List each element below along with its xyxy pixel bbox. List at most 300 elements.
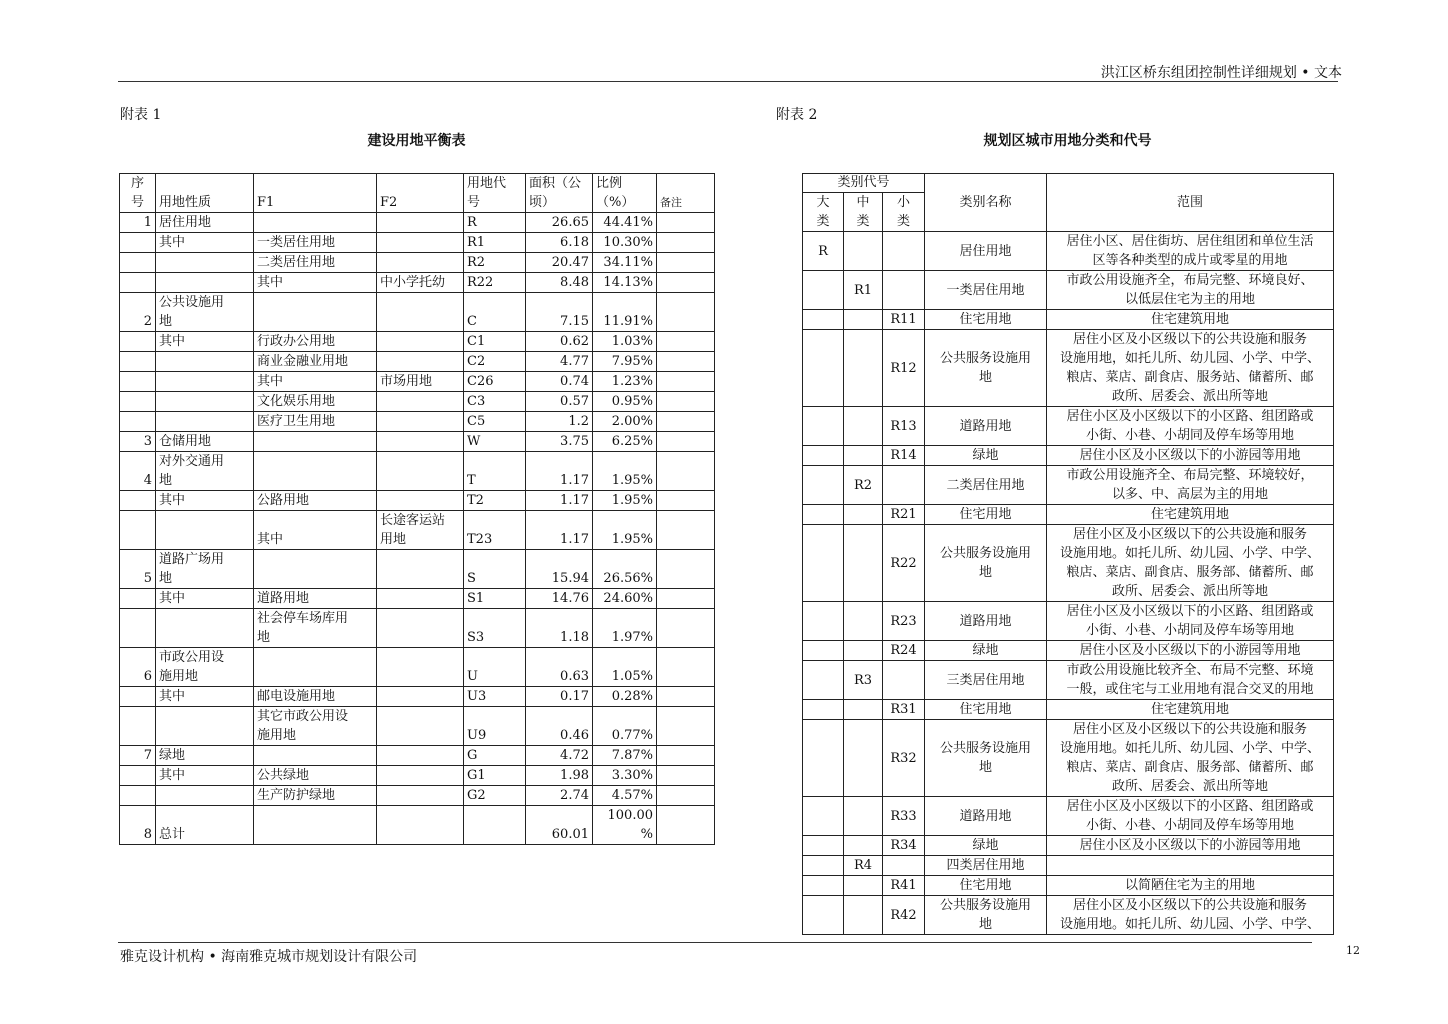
cell-f2: [377, 432, 464, 452]
cell-seq: [120, 412, 156, 432]
cell-scope: 市政公用设施齐全，布局完整、环境良好、 以低层住宅为主的用地: [1047, 271, 1334, 310]
cell-type: 其中: [156, 687, 254, 707]
table-row: [120, 372, 715, 392]
cell-type: 仓储用地: [156, 432, 254, 452]
cell-name: 住宅用地: [925, 310, 1047, 330]
cell-note: [657, 707, 715, 746]
cell-seq: [120, 786, 156, 806]
cell-code: [464, 806, 526, 845]
cell-f1: [254, 746, 377, 766]
cell-seq: [120, 233, 156, 253]
cell-name: 住宅用地: [925, 505, 1047, 525]
cell-f1: [254, 550, 377, 589]
cell-scope: 居住小区及小区级以下的小游园等用地: [1047, 836, 1334, 856]
cell-code: T: [464, 452, 526, 491]
cell-f2: [377, 707, 464, 746]
cell-name: 公共服务设施用 地: [925, 330, 1047, 407]
cell-code: R2: [464, 253, 526, 273]
cell-name: 二类居住用地: [925, 466, 1047, 505]
cell-seq: [120, 491, 156, 511]
cell-area: 1.98: [526, 766, 593, 786]
cell-seq: [120, 253, 156, 273]
cell-type: 其中: [156, 332, 254, 352]
cell-small: R42: [883, 896, 925, 935]
cell-name: 四类居住用地: [925, 856, 1047, 876]
cell-ratio: 7.95%: [593, 352, 657, 372]
cell-name: 住宅用地: [925, 700, 1047, 720]
cell-note: [657, 392, 715, 412]
cell-ratio: 1.03%: [593, 332, 657, 352]
cell-f2: [377, 766, 464, 786]
cell-small: R41: [883, 876, 925, 896]
cell-area: 1.17: [526, 491, 593, 511]
cell-area: 1.17: [526, 452, 593, 491]
cell-f2: 长途客运站 用地: [377, 511, 464, 550]
cell-name: 绿地: [925, 446, 1047, 466]
cell-scope: 市政公用设施齐全、布局完整、环境较好， 以多、中、高层为主的用地: [1047, 466, 1334, 505]
cell-area: 0.17: [526, 687, 593, 707]
cell-ratio: 1.95%: [593, 491, 657, 511]
cell-ratio: 0.77%: [593, 707, 657, 746]
cell-mid: [844, 232, 883, 271]
cell-code: C26: [464, 372, 526, 392]
cell-note: [657, 412, 715, 432]
cell-type: [156, 392, 254, 412]
header-cell: F1: [254, 174, 377, 213]
cell-seq: [120, 511, 156, 550]
table-header-row: [803, 174, 1334, 193]
cell-note: [657, 746, 715, 766]
cell-type: 其中: [156, 766, 254, 786]
table-row: [803, 310, 1334, 330]
cell-code: T2: [464, 491, 526, 511]
cell-note: [657, 786, 715, 806]
cell-ratio: 34.11%: [593, 253, 657, 273]
header-cell: 范围: [1047, 174, 1334, 232]
cell-big: [803, 271, 844, 310]
cell-code: S: [464, 550, 526, 589]
header-cell: 类别代号: [803, 174, 925, 193]
cell-name: 三类居住用地: [925, 661, 1047, 700]
table-row: [120, 273, 715, 293]
cell-big: [803, 310, 844, 330]
cell-ratio: 1.95%: [593, 511, 657, 550]
cell-note: [657, 511, 715, 550]
cell-note: [657, 372, 715, 392]
header-cell: F2: [377, 174, 464, 213]
cell-area: 15.94: [526, 550, 593, 589]
cell-scope: 居住小区及小区级以下的小区路、组团路或 小街、小巷、小胡同及停车场等用地: [1047, 602, 1334, 641]
cell-type: 其中: [156, 589, 254, 609]
cell-scope: [1047, 856, 1334, 876]
cell-name: 绿地: [925, 836, 1047, 856]
cell-code: G2: [464, 786, 526, 806]
cell-f1: 公路用地: [254, 491, 377, 511]
cell-f1: 道路用地: [254, 589, 377, 609]
cell-mid: [844, 720, 883, 797]
cell-mid: [844, 797, 883, 836]
cell-small: R13: [883, 407, 925, 446]
left-table-title: 建设用地平衡表: [367, 133, 466, 149]
cell-type: 其中: [156, 233, 254, 253]
cell-seq: [120, 372, 156, 392]
cell-big: [803, 661, 844, 700]
cell-area: 0.57: [526, 392, 593, 412]
cell-f2: [377, 648, 464, 687]
cell-ratio: 100.00 %: [593, 806, 657, 845]
cell-f1: [254, 648, 377, 687]
cell-ratio: 44.41%: [593, 213, 657, 233]
header-rule: [118, 81, 1338, 82]
table-row: [120, 766, 715, 786]
cell-scope: 居住小区及小区级以下的公共设施和服务 设施用地。如托儿所、幼儿园、小学、中学、: [1047, 896, 1334, 935]
cell-code: C: [464, 293, 526, 332]
cell-big: [803, 641, 844, 661]
cell-mid: R2: [844, 466, 883, 505]
cell-f2: 市场用地: [377, 372, 464, 392]
cell-f2: [377, 293, 464, 332]
cell-big: [803, 836, 844, 856]
cell-type: 总计: [156, 806, 254, 845]
cell-ratio: 4.57%: [593, 786, 657, 806]
cell-small: [883, 232, 925, 271]
cell-f2: [377, 213, 464, 233]
cell-mid: [844, 525, 883, 602]
cell-f1: 行政办公用地: [254, 332, 377, 352]
table-row: [120, 550, 715, 589]
right-table-title: 规划区城市用地分类和代号: [983, 133, 1152, 149]
cell-ratio: 0.95%: [593, 392, 657, 412]
cell-note: [657, 253, 715, 273]
header-cell: 类别名称: [925, 174, 1047, 232]
cell-scope: 居住小区及小区级以下的公共设施和服务 设施用地，如托儿所、幼儿园、小学、中学、 粮店、菜店、副食店、服务站、储蓄所、邮 政所、居委会、派出所等地: [1047, 330, 1334, 407]
header-cell: 序 号: [120, 174, 156, 213]
cell-big: [803, 896, 844, 935]
footer-rule: [118, 942, 1312, 943]
table-row: [120, 786, 715, 806]
cell-code: G1: [464, 766, 526, 786]
cell-f2: [377, 233, 464, 253]
cell-f1: 其中: [254, 273, 377, 293]
cell-small: R11: [883, 310, 925, 330]
cell-type: 市政公用设 施用地: [156, 648, 254, 687]
cell-small: R21: [883, 505, 925, 525]
cell-mid: [844, 505, 883, 525]
cell-note: [657, 609, 715, 648]
cell-ratio: 3.30%: [593, 766, 657, 786]
cell-area: 4.77: [526, 352, 593, 372]
cell-big: [803, 525, 844, 602]
cell-type: [156, 707, 254, 746]
cell-small: R22: [883, 525, 925, 602]
cell-code: R22: [464, 273, 526, 293]
header-cell: 中 类: [844, 193, 883, 232]
cell-small: R23: [883, 602, 925, 641]
table-row: [120, 432, 715, 452]
cell-ratio: 11.91%: [593, 293, 657, 332]
cell-seq: [120, 707, 156, 746]
table-row: [803, 525, 1334, 602]
cell-small: R31: [883, 700, 925, 720]
cell-seq: [120, 352, 156, 372]
cell-f1: 公共绿地: [254, 766, 377, 786]
cell-big: [803, 876, 844, 896]
cell-area: 1.18: [526, 609, 593, 648]
cell-note: [657, 806, 715, 845]
table-row: [120, 491, 715, 511]
right-table-label: 附表 2: [776, 107, 818, 123]
cell-note: [657, 648, 715, 687]
cell-ratio: 7.87%: [593, 746, 657, 766]
cell-scope: 居住小区及小区级以下的公共设施和服务 设施用地。如托儿所、幼儿园、小学、中学、 粮店、菜店、副食店、服务部、储蓄所、邮 政所、居委会、派出所等地: [1047, 525, 1334, 602]
cell-scope: 以简陋住宅为主的用地: [1047, 876, 1334, 896]
cell-area: 8.48: [526, 273, 593, 293]
header-cell: 用地性质: [156, 174, 254, 213]
cell-f1: 其中: [254, 372, 377, 392]
cell-seq: 6: [120, 648, 156, 687]
cell-seq: 7: [120, 746, 156, 766]
cell-area: 0.46: [526, 707, 593, 746]
cell-mid: [844, 446, 883, 466]
cell-scope: 市政公用设施比较齐全、布局不完整、环境 一般，或住宅与工业用地有混合交叉的用地: [1047, 661, 1334, 700]
cell-type: [156, 273, 254, 293]
cell-area: 3.75: [526, 432, 593, 452]
cell-f1: 其它市政公用设 施用地: [254, 707, 377, 746]
table-row: [120, 687, 715, 707]
document-header-title: 洪江区桥东组团控制性详细规划 • 文本: [1100, 65, 1342, 81]
cell-code: C5: [464, 412, 526, 432]
cell-type: [156, 786, 254, 806]
cell-f2: [377, 332, 464, 352]
cell-ratio: 24.60%: [593, 589, 657, 609]
cell-code: S3: [464, 609, 526, 648]
cell-type: [156, 412, 254, 432]
cell-scope: 居住小区、居住街坊、居住组团和单位生活 区等各种类型的成片或零星的用地: [1047, 232, 1334, 271]
cell-name: 道路用地: [925, 797, 1047, 836]
cell-big: R: [803, 232, 844, 271]
cell-scope: 住宅建筑用地: [1047, 700, 1334, 720]
cell-seq: 4: [120, 452, 156, 491]
cell-ratio: 1.97%: [593, 609, 657, 648]
cell-mid: [844, 641, 883, 661]
cell-area: 1.2: [526, 412, 593, 432]
cell-seq: [120, 392, 156, 412]
cell-code: T23: [464, 511, 526, 550]
cell-note: [657, 452, 715, 491]
cell-mid: [844, 896, 883, 935]
cell-name: 公共服务设施用 地: [925, 720, 1047, 797]
cell-f2: [377, 253, 464, 273]
cell-ratio: 1.05%: [593, 648, 657, 687]
cell-ratio: 2.00%: [593, 412, 657, 432]
cell-scope: 居住小区及小区级以下的公共设施和服务 设施用地。如托儿所、幼儿园、小学、中学、 粮店、菜店、副食店、服务部、储蓄所、邮 政所、居委会、派出所等地: [1047, 720, 1334, 797]
land-balance-table: [119, 173, 715, 845]
cell-area: 0.62: [526, 332, 593, 352]
cell-f1: 其中: [254, 511, 377, 550]
cell-mid: R3: [844, 661, 883, 700]
cell-seq: 1: [120, 213, 156, 233]
cell-name: 绿地: [925, 641, 1047, 661]
cell-small: [883, 661, 925, 700]
cell-area: 4.72: [526, 746, 593, 766]
cell-mid: [844, 330, 883, 407]
cell-code: U9: [464, 707, 526, 746]
cell-area: 7.15: [526, 293, 593, 332]
cell-big: [803, 700, 844, 720]
cell-code: C1: [464, 332, 526, 352]
cell-scope: 居住小区及小区级以下的小游园等用地: [1047, 446, 1334, 466]
cell-code: G: [464, 746, 526, 766]
cell-f2: [377, 491, 464, 511]
cell-note: [657, 352, 715, 372]
cell-area: 14.76: [526, 589, 593, 609]
table-row: [120, 511, 715, 550]
cell-big: [803, 720, 844, 797]
table-row: [120, 253, 715, 273]
cell-f2: [377, 746, 464, 766]
cell-code: R1: [464, 233, 526, 253]
table-row: [120, 213, 715, 233]
cell-f1: 生产防护绿地: [254, 786, 377, 806]
cell-seq: [120, 332, 156, 352]
cell-ratio: 14.13%: [593, 273, 657, 293]
table-row: [120, 233, 715, 253]
cell-code: S1: [464, 589, 526, 609]
left-table-label: 附表 1: [120, 107, 162, 123]
table-row: [803, 446, 1334, 466]
table-row: [803, 836, 1334, 856]
cell-scope: 居住小区及小区级以下的小区路、组团路或 小街、小巷、小胡同及停车场等用地: [1047, 797, 1334, 836]
land-classification-table: [802, 173, 1334, 935]
table-row: [120, 648, 715, 687]
cell-ratio: 26.56%: [593, 550, 657, 589]
table-row: [803, 856, 1334, 876]
cell-type: 绿地: [156, 746, 254, 766]
cell-ratio: 1.95%: [593, 452, 657, 491]
cell-scope: 居住小区及小区级以下的小区路、组团路或 小街、小巷、小胡同及停车场等用地: [1047, 407, 1334, 446]
table-row: [120, 412, 715, 432]
table-row: [120, 806, 715, 845]
cell-f1: [254, 806, 377, 845]
cell-name: 道路用地: [925, 407, 1047, 446]
table-row: [803, 661, 1334, 700]
cell-small: [883, 856, 925, 876]
cell-mid: [844, 407, 883, 446]
page-number: 12: [1346, 944, 1360, 957]
cell-small: [883, 271, 925, 310]
cell-big: [803, 330, 844, 407]
cell-ratio: 10.30%: [593, 233, 657, 253]
cell-small: R33: [883, 797, 925, 836]
header-cell: 小 类: [883, 193, 925, 232]
cell-big: [803, 797, 844, 836]
cell-f2: [377, 589, 464, 609]
cell-seq: 5: [120, 550, 156, 589]
cell-name: 公共服务设施用 地: [925, 896, 1047, 935]
table-row: [120, 332, 715, 352]
cell-area: 26.65: [526, 213, 593, 233]
table-row: [803, 700, 1334, 720]
header-cell: 备注: [657, 174, 715, 213]
table-row: [120, 589, 715, 609]
cell-ratio: 0.28%: [593, 687, 657, 707]
cell-note: [657, 213, 715, 233]
cell-note: [657, 233, 715, 253]
cell-name: 一类居住用地: [925, 271, 1047, 310]
cell-note: [657, 766, 715, 786]
cell-seq: [120, 273, 156, 293]
table-row: [803, 797, 1334, 836]
cell-small: [883, 466, 925, 505]
cell-f1: 文化娱乐用地: [254, 392, 377, 412]
cell-note: [657, 491, 715, 511]
cell-small: R14: [883, 446, 925, 466]
cell-area: 1.17: [526, 511, 593, 550]
cell-code: W: [464, 432, 526, 452]
cell-area: 0.74: [526, 372, 593, 392]
cell-type: 对外交通用 地: [156, 452, 254, 491]
table-row: [120, 707, 715, 746]
table-row: [120, 352, 715, 372]
cell-type: [156, 372, 254, 392]
cell-big: [803, 407, 844, 446]
cell-note: [657, 332, 715, 352]
cell-f2: [377, 352, 464, 372]
cell-f2: [377, 392, 464, 412]
cell-f1: 一类居住用地: [254, 233, 377, 253]
table-row: [803, 876, 1334, 896]
table-row: [803, 720, 1334, 797]
cell-mid: [844, 602, 883, 641]
table-row: [803, 330, 1334, 407]
table-header-row: [120, 174, 715, 213]
table-row: [803, 896, 1334, 935]
cell-f2: [377, 452, 464, 491]
cell-code: U3: [464, 687, 526, 707]
cell-big: [803, 466, 844, 505]
cell-mid: R1: [844, 271, 883, 310]
cell-note: [657, 273, 715, 293]
cell-seq: [120, 687, 156, 707]
cell-f2: [377, 550, 464, 589]
cell-seq: 3: [120, 432, 156, 452]
cell-mid: [844, 836, 883, 856]
cell-type: [156, 609, 254, 648]
cell-note: [657, 432, 715, 452]
cell-type: [156, 352, 254, 372]
cell-f2: [377, 806, 464, 845]
header-cell: 面积（公 顷）: [526, 174, 593, 213]
cell-area: 20.47: [526, 253, 593, 273]
cell-area: 6.18: [526, 233, 593, 253]
cell-type: 公共设施用 地: [156, 293, 254, 332]
cell-mid: [844, 310, 883, 330]
cell-area: 0.63: [526, 648, 593, 687]
table-row: [803, 271, 1334, 310]
cell-f1: [254, 452, 377, 491]
cell-small: R24: [883, 641, 925, 661]
cell-note: [657, 589, 715, 609]
table-row: [803, 232, 1334, 271]
cell-code: C2: [464, 352, 526, 372]
table-row: [120, 293, 715, 332]
cell-code: R: [464, 213, 526, 233]
cell-ratio: 6.25%: [593, 432, 657, 452]
cell-f1: [254, 293, 377, 332]
cell-name: 公共服务设施用 地: [925, 525, 1047, 602]
cell-scope: 居住小区及小区级以下的小游园等用地: [1047, 641, 1334, 661]
table-row: [803, 602, 1334, 641]
